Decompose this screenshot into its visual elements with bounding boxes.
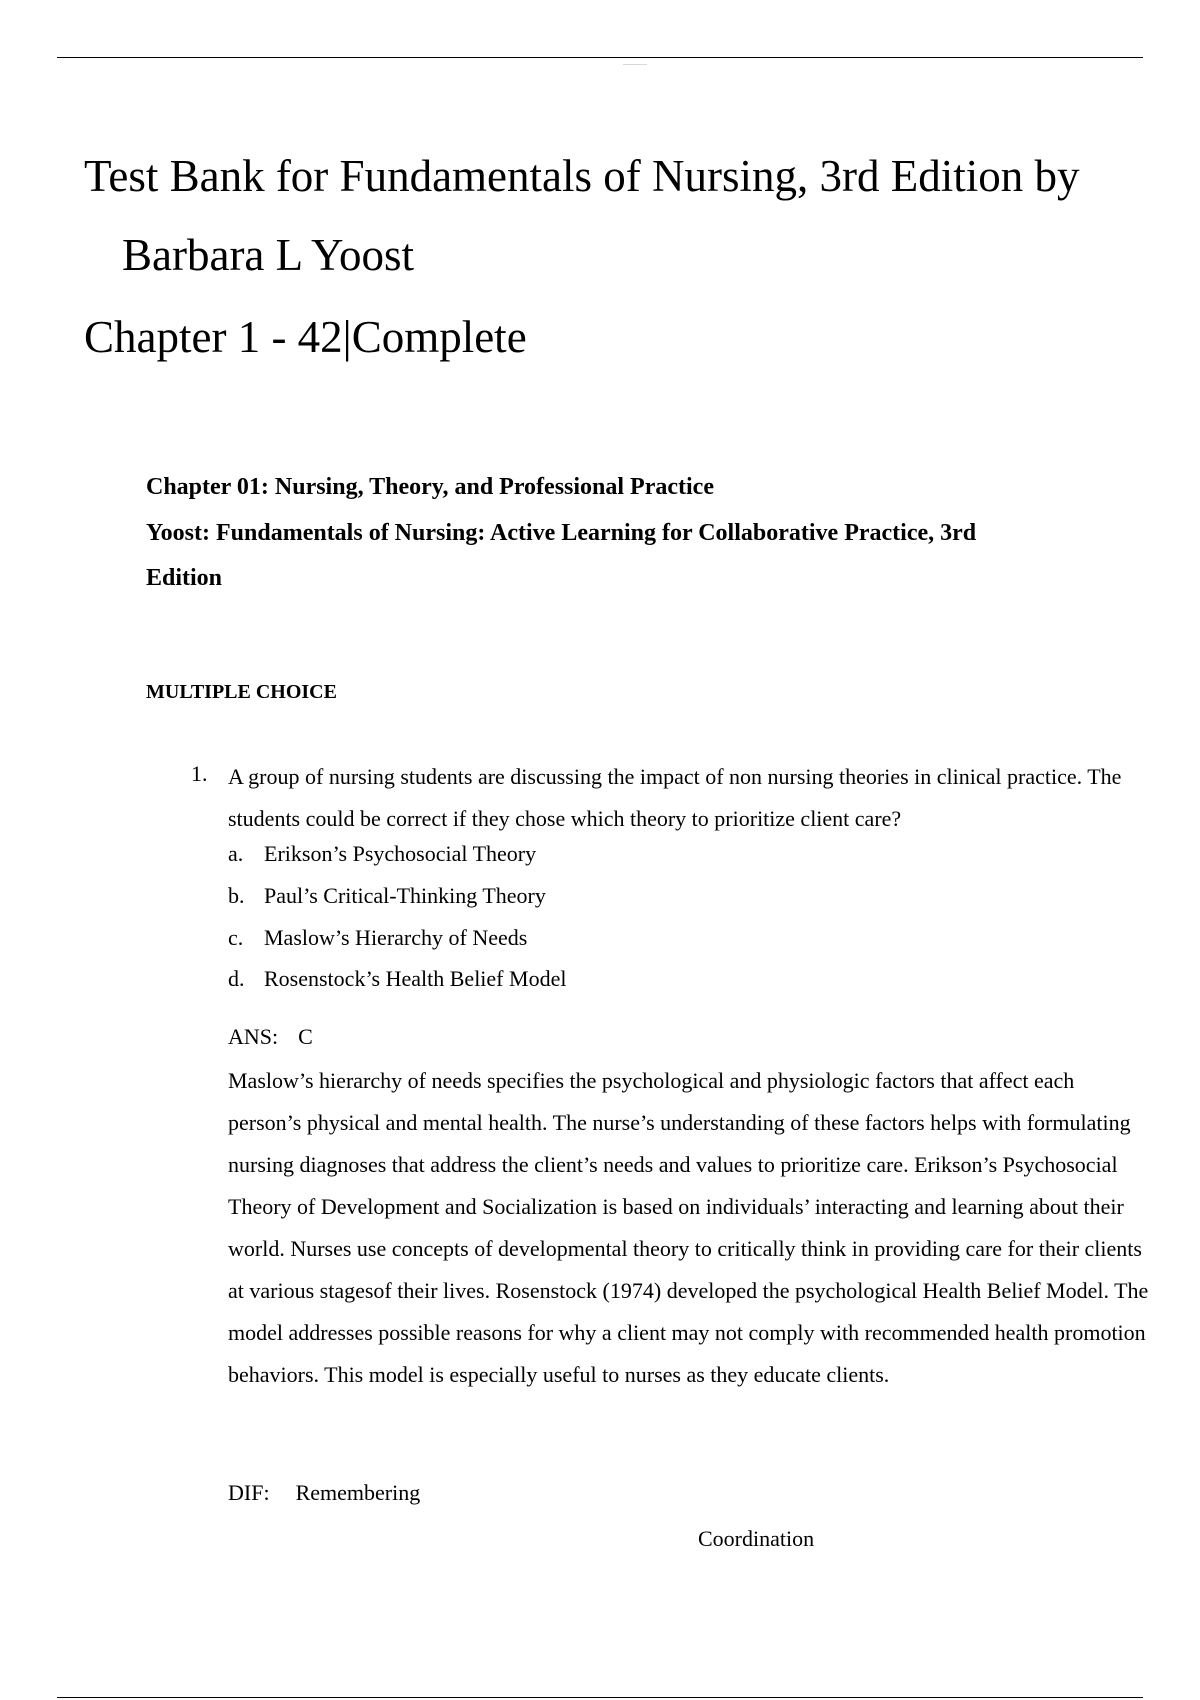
answer-value: C — [298, 1024, 313, 1049]
option-letter: b. — [228, 883, 245, 908]
book-heading-line-1: Yoost: Fundamentals of Nursing: Active Learning for Collaborative Practice, 3rd — [146, 520, 977, 546]
question-stem: A group of nursing students are discussing the impact of non nursing theories in clinical practice. The students could be correct if they chose which theory to prioritize client care? — [228, 764, 1122, 831]
top-center-mark — [623, 64, 647, 65]
book-heading-line-2: Edition — [146, 565, 223, 591]
option-text: Paul’s Critical-Thinking Theory — [264, 883, 546, 908]
option-c — [228, 924, 527, 952]
answer-line — [228, 1023, 313, 1051]
coordination-text: Coordination — [698, 1526, 815, 1551]
difficulty-value: Remembering — [295, 1480, 421, 1505]
question-number: 1. — [191, 761, 208, 786]
chapter-heading: Chapter 01: Nursing, Theory, and Professional Practice — [146, 474, 714, 500]
answer-rationale: Maslow’s hierarchy of needs specifies the psychological and physiologic factors that affect each person’s physical and mental health. The nurse’s understanding of these factors helps with formulating nursing diagnoses that address the client’s needs and values to prioritize care. Erikson’s Psychosocial Theory of Development and Socialization is based on individuals’ interacting and learning about their world. Nurses use concepts of developmental theory to critically think in providing care for their clients at various stagesof their lives. Rosenstock (1974) developed the psychological Health Belief Model. The model addresses possible reasons for why a client may not comply with recommended health promotion behaviors. This model is especially useful to nurses as they educate clients. — [228, 1068, 1149, 1387]
document-title-line-2: Barbara L Yoost — [122, 230, 415, 280]
difficulty-label: DIF: — [228, 1480, 270, 1505]
answer-label: ANS: — [228, 1024, 279, 1049]
option-text: Rosenstock’s Health Belief Model — [264, 966, 567, 991]
document-title-line-1: Test Bank for Fundamentals of Nursing, 3rd Edition by — [84, 151, 1080, 201]
top-rule — [57, 57, 1143, 58]
difficulty-line — [228, 1479, 420, 1507]
option-text: Maslow’s Hierarchy of Needs — [264, 925, 528, 950]
option-letter: d. — [228, 966, 245, 991]
option-text: Erikson’s Psychosocial Theory — [264, 841, 537, 866]
document-title-line-3: Chapter 1 - 42|Complete — [84, 312, 527, 362]
option-a — [228, 840, 536, 868]
section-label: MULTIPLE CHOICE — [146, 681, 337, 703]
option-letter: a. — [228, 841, 244, 866]
option-b — [228, 882, 546, 910]
bottom-rule — [57, 1697, 1143, 1698]
option-letter: c. — [228, 925, 244, 950]
option-d — [228, 965, 566, 993]
